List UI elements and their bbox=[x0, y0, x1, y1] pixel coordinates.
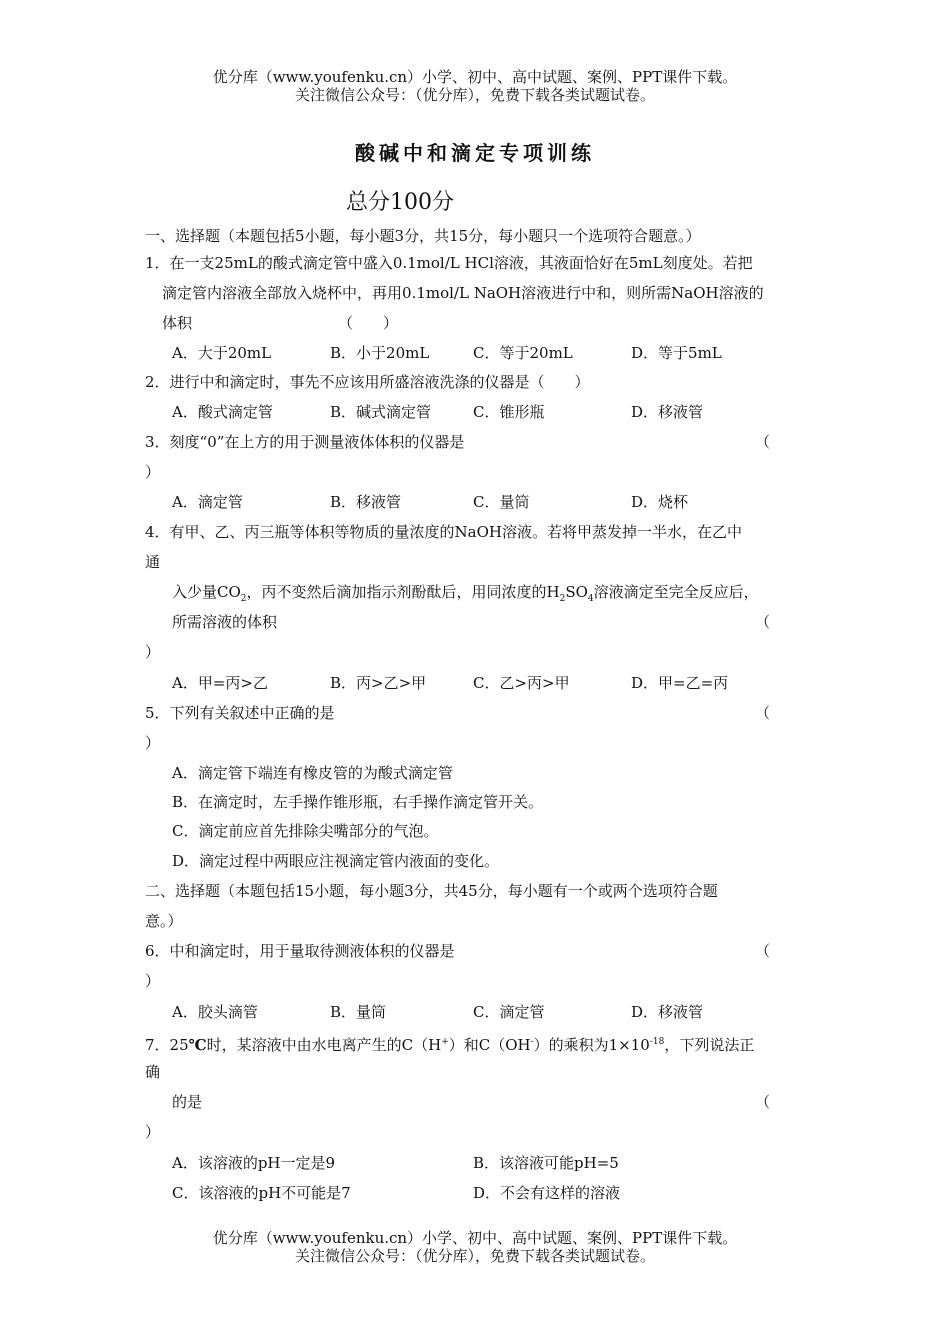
q7-option-b: B．该溶液可能pH=5 bbox=[473, 1154, 619, 1172]
q7-line1-part-e: ，下列说法正 bbox=[664, 1036, 755, 1054]
q5-option-c: C．滴定前应首先排除尖嘴部分的气泡。 bbox=[172, 822, 439, 840]
q4-line3-sub-3: 4 bbox=[587, 594, 594, 604]
q3-paren-close: ） bbox=[145, 463, 161, 481]
header-line-1: 优分库（www.youfenku.cn）小学、初中、高中试题、案例、PPT课件下载。 bbox=[212, 68, 738, 86]
q6-option-d: D．移液管 bbox=[631, 1003, 704, 1021]
q3-option-a: A．滴定管 bbox=[172, 493, 243, 511]
q7-line1-part-d: ）的乘积为1×10 bbox=[533, 1036, 650, 1054]
q3-option-d: D．烧杯 bbox=[631, 493, 689, 511]
section1-heading: 一、选择题（本题包括5小题，每小题3分，共15分，每小题只一个选项符合题意。） bbox=[145, 227, 701, 245]
q2-option-b: B．碱式滴定管 bbox=[330, 403, 432, 421]
q5-option-a: A．滴定管下端连有橡皮管的为酸式滴定管 bbox=[172, 764, 453, 782]
page-title: 酸碱中和滴定专项训练 bbox=[355, 141, 595, 165]
q5-paren-open: （ bbox=[755, 704, 771, 722]
q4-paren-close: ） bbox=[145, 643, 161, 661]
q4-line3-sub-1: 2 bbox=[240, 594, 247, 604]
q7-line1-part-c: ）和C（OH bbox=[448, 1036, 531, 1054]
q4-line3-part-c: SO bbox=[565, 583, 588, 601]
q1-option-b: B．小于20mL bbox=[330, 344, 430, 362]
q7-option-d: D．不会有这样的溶液 bbox=[473, 1184, 621, 1202]
q1-paren: （ ） bbox=[338, 314, 399, 332]
q4-option-c: C．乙>丙>甲 bbox=[473, 674, 570, 692]
footer-line-1: 优分库（www.youfenku.cn）小学、初中、高中试题、案例、PPT课件下载。 bbox=[212, 1229, 738, 1247]
q6-paren-close: ） bbox=[145, 972, 161, 990]
q7-sup-2: - bbox=[530, 1037, 534, 1047]
q7-sup-3: -18 bbox=[649, 1037, 665, 1047]
total-score: 总分100分 bbox=[346, 190, 454, 215]
q3-option-b: B．移液管 bbox=[330, 493, 402, 511]
q7-sup-1: + bbox=[441, 1037, 449, 1047]
q2-option-d: D．移液管 bbox=[631, 403, 704, 421]
q6-option-b: B．量筒 bbox=[330, 1003, 387, 1021]
q7-line1-part-b: 时，某溶液中由水电离产生的C（H bbox=[206, 1036, 442, 1054]
q7-option-c: C．该溶液的pH不可能是7 bbox=[172, 1184, 351, 1202]
q7-line2: 确 bbox=[145, 1063, 161, 1081]
q3-paren-open: （ bbox=[755, 433, 771, 451]
q4-line3-sub-2: 2 bbox=[559, 594, 566, 604]
q1-line2: 滴定管内溶液全部放入烧杯中，再用0.1mol/L NaOH溶液进行中和，则所需NaOH溶液的 bbox=[162, 284, 764, 302]
q7-paren-close: ） bbox=[145, 1123, 161, 1141]
q4-line3-part-d: 溶液滴定至完全反应后， bbox=[593, 583, 759, 601]
q7-line1 bbox=[145, 1032, 754, 1055]
q7-degree-celsius: ℃ bbox=[188, 1036, 207, 1054]
q7-paren-open: （ bbox=[755, 1093, 771, 1111]
q1-option-d: D．等于5mL bbox=[631, 344, 722, 362]
q2-option-c: C．锥形瓶 bbox=[473, 403, 545, 421]
q5-option-b: B．在滴定时，左手操作锥形瓶，右手操作滴定管开关。 bbox=[172, 793, 544, 811]
q4-line3-part-a: 入少量CO bbox=[172, 583, 241, 601]
q6-option-c: C．滴定管 bbox=[473, 1003, 545, 1021]
q2-line1: 2．进行中和滴定时，事先不应该用所盛溶液洗涤的仪器是（ ） bbox=[145, 373, 590, 391]
q4-line3 bbox=[172, 582, 759, 609]
header-line-2: 关注微信公众号：（优分库），免费下载各类试题试卷。 bbox=[294, 86, 655, 104]
q6-paren-open: （ bbox=[755, 942, 771, 960]
q4-line2: 通 bbox=[145, 553, 161, 571]
q1-line3: 体积 bbox=[162, 314, 193, 332]
q3-line1: 3．刻度“0”在上方的用于测量液体体积的仪器是 bbox=[145, 433, 465, 451]
q4-line3-part-b: ，丙不变然后滴加指示剂酚酞后，用同浓度的H bbox=[246, 583, 560, 601]
q5-option-d: D．滴定过程中两眼应注视滴定管内液面的变化。 bbox=[172, 852, 500, 870]
q1-option-c: C．等于20mL bbox=[473, 344, 573, 362]
q6-line1: 6．中和滴定时，用于量取待测液体积的仪器是 bbox=[145, 942, 455, 960]
section2-heading-line1: 二、选择题（本题包括15小题，每小题3分，共45分，每小题有一个或两个选项符合题 bbox=[145, 882, 718, 900]
q3-option-c: C．量筒 bbox=[473, 493, 530, 511]
q7-option-a: A．该溶液的pH一定是9 bbox=[172, 1154, 336, 1172]
q4-option-d: D．甲=乙=丙 bbox=[631, 674, 729, 692]
q5-paren-close: ） bbox=[145, 734, 161, 752]
q6-option-a: A．胶头滴管 bbox=[172, 1003, 258, 1021]
q7-line1-part-a: 7．25 bbox=[145, 1036, 189, 1054]
q4-paren-open: （ bbox=[755, 613, 771, 631]
q1-line1: 1．在一支25mL的酸式滴定管中盛入0.1mol/L HCl溶液，其液面恰好在5mL刻度处。若把 bbox=[145, 254, 753, 272]
section2-heading-line2: 意。） bbox=[145, 912, 183, 930]
q2-option-a: A．酸式滴定管 bbox=[172, 403, 273, 421]
q1-option-a: A．大于20mL bbox=[172, 344, 272, 362]
q4-line1: 4．有甲、乙、丙三瓶等体积等物质的量浓度的NaOH溶液。若将甲蒸发掉一半水，在乙中 bbox=[145, 523, 742, 541]
q4-line4: 所需溶液的体积 bbox=[172, 613, 278, 631]
q4-option-b: B．丙>乙>甲 bbox=[330, 674, 427, 692]
q7-line3: 的是 bbox=[172, 1093, 203, 1111]
q4-option-a: A．甲=丙>乙 bbox=[172, 674, 268, 692]
footer-line-2: 关注微信公众号：（优分库），免费下载各类试题试卷。 bbox=[294, 1247, 655, 1265]
q5-line1: 5．下列有关叙述中正确的是 bbox=[145, 704, 335, 722]
